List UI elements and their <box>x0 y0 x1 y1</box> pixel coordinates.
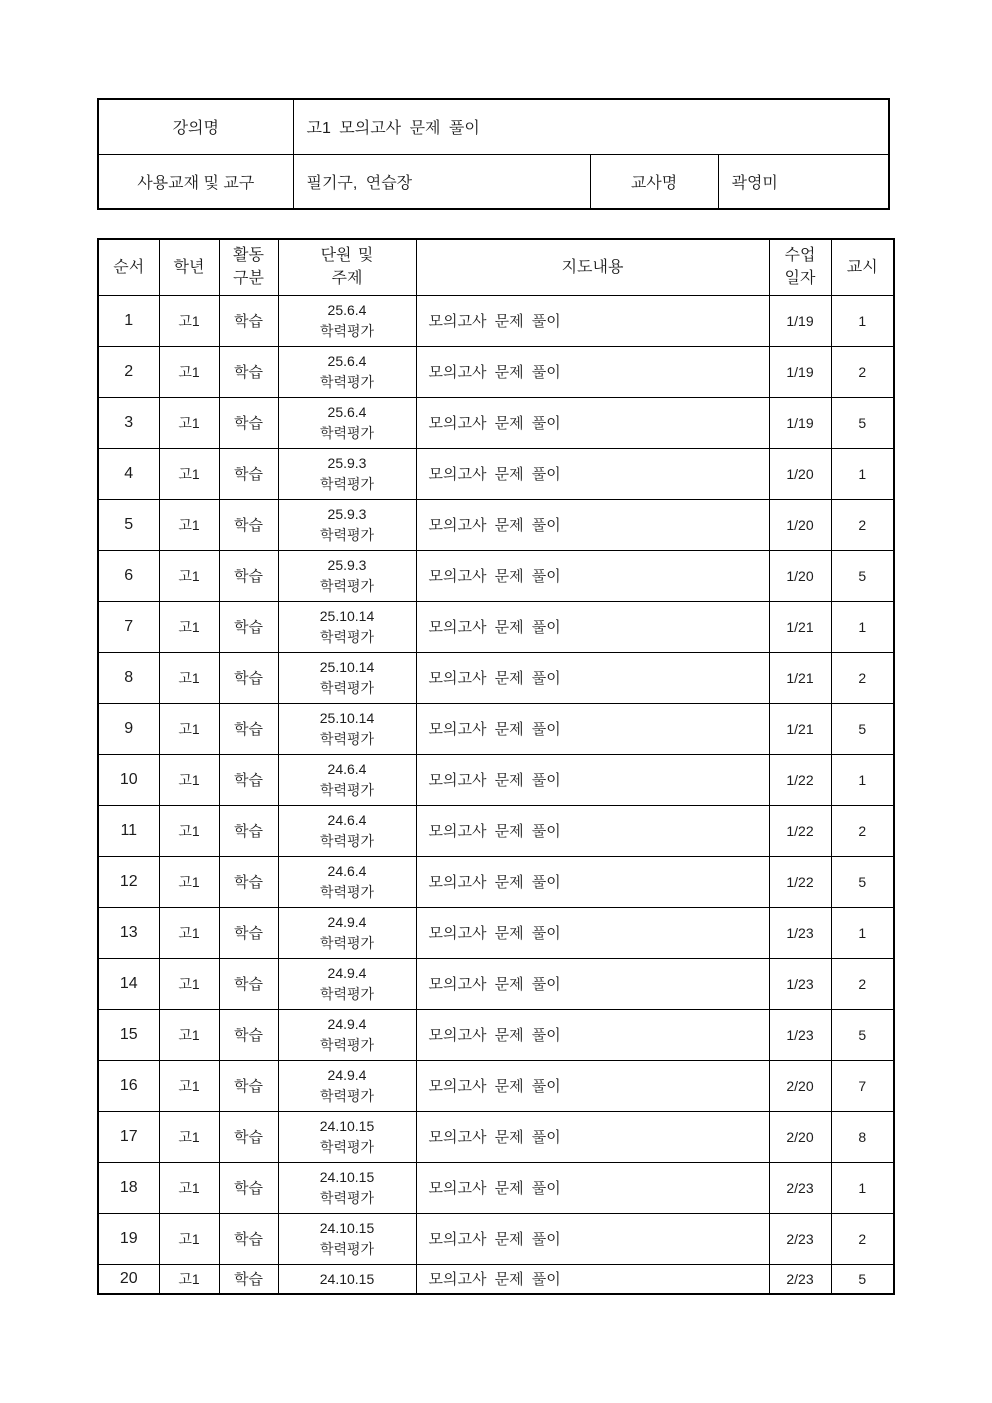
cell-unit-line2: 학력평가 <box>319 679 375 696</box>
cell-content: 모의고사 문제 풀이 <box>416 499 769 550</box>
cell-seq: 15 <box>98 1009 159 1060</box>
cell-grade: 고1 <box>159 1111 219 1162</box>
cell-grade: 고1 <box>159 958 219 1009</box>
cell-grade: 고1 <box>159 601 219 652</box>
cell-seq: 12 <box>98 856 159 907</box>
cell-seq: 2 <box>98 346 159 397</box>
cell-activity: 학습 <box>219 448 278 499</box>
cell-activity: 학습 <box>219 703 278 754</box>
cell-activity: 학습 <box>219 1213 278 1264</box>
schedule-row <box>98 1009 894 1060</box>
schedule-row <box>98 1111 894 1162</box>
schedule-header-row <box>98 239 894 295</box>
cell-seq: 5 <box>98 499 159 550</box>
cell-seq: 8 <box>98 652 159 703</box>
cell-activity: 학습 <box>219 856 278 907</box>
cell-content: 모의고사 문제 풀이 <box>416 805 769 856</box>
cell-date: 1/23 <box>769 1009 831 1060</box>
cell-content: 모의고사 문제 풀이 <box>416 1060 769 1111</box>
cell-grade: 고1 <box>159 499 219 550</box>
cell-date: 1/20 <box>769 448 831 499</box>
cell-date: 1/23 <box>769 907 831 958</box>
cell-unit-line1: 25.10.14 <box>319 608 375 625</box>
cell-unit-line1: 25.9.3 <box>327 506 367 523</box>
cell-grade: 고1 <box>159 1060 219 1111</box>
cell-unit <box>278 601 416 652</box>
cell-unit <box>278 805 416 856</box>
cell-unit <box>278 754 416 805</box>
cell-date: 1/19 <box>769 295 831 346</box>
header-content: 지도내용 <box>416 239 769 295</box>
cell-period: 1 <box>831 295 894 346</box>
cell-period: 2 <box>831 499 894 550</box>
cell-seq: 17 <box>98 1111 159 1162</box>
cell-content: 모의고사 문제 풀이 <box>416 1111 769 1162</box>
cell-seq: 14 <box>98 958 159 1009</box>
cell-seq: 7 <box>98 601 159 652</box>
cell-unit-line2: 학력평가 <box>319 1189 375 1206</box>
cell-unit-line2: 학력평가 <box>319 322 375 339</box>
cell-period: 1 <box>831 754 894 805</box>
materials-value: 필기구, 연습장 <box>293 154 590 209</box>
cell-unit-line2: 학력평가 <box>319 934 375 951</box>
cell-unit-line1: 24.9.4 <box>327 965 367 982</box>
cell-unit-line2: 학력평가 <box>319 730 375 747</box>
cell-content: 모의고사 문제 풀이 <box>416 1162 769 1213</box>
cell-date: 1/22 <box>769 856 831 907</box>
cell-content: 모의고사 문제 풀이 <box>416 295 769 346</box>
cell-content: 모의고사 문제 풀이 <box>416 754 769 805</box>
cell-unit <box>278 1060 416 1111</box>
cell-unit <box>278 1264 416 1294</box>
cell-unit-line2: 학력평가 <box>319 577 375 594</box>
cell-unit <box>278 856 416 907</box>
schedule-row <box>98 1264 894 1294</box>
cell-content: 모의고사 문제 풀이 <box>416 1213 769 1264</box>
cell-unit-line2: 학력평가 <box>319 985 375 1002</box>
cell-content: 모의고사 문제 풀이 <box>416 550 769 601</box>
cell-date: 1/21 <box>769 601 831 652</box>
cell-seq: 18 <box>98 1162 159 1213</box>
schedule-row <box>98 1060 894 1111</box>
cell-content: 모의고사 문제 풀이 <box>416 1009 769 1060</box>
cell-seq: 20 <box>98 1264 159 1294</box>
cell-period: 2 <box>831 1213 894 1264</box>
cell-grade: 고1 <box>159 550 219 601</box>
header-period: 교시 <box>831 239 894 295</box>
cell-content: 모의고사 문제 풀이 <box>416 703 769 754</box>
schedule-row <box>98 805 894 856</box>
cell-unit <box>278 550 416 601</box>
cell-grade: 고1 <box>159 856 219 907</box>
cell-grade: 고1 <box>159 754 219 805</box>
cell-grade: 고1 <box>159 397 219 448</box>
cell-content: 모의고사 문제 풀이 <box>416 346 769 397</box>
cell-unit-line2: 학력평가 <box>319 628 375 645</box>
cell-activity: 학습 <box>219 346 278 397</box>
cell-activity: 학습 <box>219 1162 278 1213</box>
cell-activity: 학습 <box>219 805 278 856</box>
cell-unit-line2: 학력평가 <box>319 1138 375 1155</box>
cell-seq: 11 <box>98 805 159 856</box>
cell-period: 5 <box>831 1009 894 1060</box>
cell-period: 5 <box>831 856 894 907</box>
cell-unit-line2: 학력평가 <box>319 1240 375 1257</box>
cell-unit <box>278 346 416 397</box>
cell-unit-line1: 25.10.14 <box>319 710 375 727</box>
cell-unit-line2: 학력평가 <box>319 883 375 900</box>
lecture-name-value: 고1 모의고사 문제 풀이 <box>293 99 889 154</box>
cell-grade: 고1 <box>159 346 219 397</box>
cell-grade: 고1 <box>159 1009 219 1060</box>
cell-unit <box>278 295 416 346</box>
cell-period: 1 <box>831 601 894 652</box>
cell-unit-line2: 학력평가 <box>319 832 375 849</box>
cell-grade: 고1 <box>159 805 219 856</box>
cell-unit <box>278 1162 416 1213</box>
cell-period: 2 <box>831 805 894 856</box>
cell-content: 모의고사 문제 풀이 <box>416 601 769 652</box>
cell-content: 모의고사 문제 풀이 <box>416 907 769 958</box>
cell-date: 2/23 <box>769 1213 831 1264</box>
cell-unit-line1: 24.6.4 <box>327 761 367 778</box>
cell-seq: 6 <box>98 550 159 601</box>
schedule-row <box>98 397 894 448</box>
cell-unit <box>278 448 416 499</box>
cell-grade: 고1 <box>159 907 219 958</box>
cell-activity: 학습 <box>219 601 278 652</box>
cell-unit-line1: 24.10.15 <box>319 1270 375 1287</box>
cell-activity: 학습 <box>219 754 278 805</box>
cell-date: 1/19 <box>769 346 831 397</box>
cell-grade: 고1 <box>159 1264 219 1294</box>
cell-period: 5 <box>831 397 894 448</box>
cell-grade: 고1 <box>159 295 219 346</box>
cell-date: 2/23 <box>769 1162 831 1213</box>
header-date-line2: 일자 <box>784 270 816 288</box>
schedule-row <box>98 601 894 652</box>
cell-unit <box>278 652 416 703</box>
cell-unit-line2: 학력평가 <box>319 373 375 390</box>
teacher-name-value: 곽영미 <box>718 154 889 209</box>
cell-period: 5 <box>831 703 894 754</box>
cell-unit-line2: 학력평가 <box>319 424 375 441</box>
cell-content: 모의고사 문제 풀이 <box>416 448 769 499</box>
cell-unit-line2: 학력평가 <box>319 781 375 798</box>
cell-unit-line2: 학력평가 <box>319 475 375 492</box>
cell-seq: 1 <box>98 295 159 346</box>
cell-content: 모의고사 문제 풀이 <box>416 958 769 1009</box>
cell-unit <box>278 499 416 550</box>
cell-unit-line1: 25.9.3 <box>327 557 367 574</box>
cell-unit <box>278 907 416 958</box>
cell-seq: 19 <box>98 1213 159 1264</box>
header-grade: 학년 <box>159 239 219 295</box>
cell-period: 5 <box>831 550 894 601</box>
cell-period: 7 <box>831 1060 894 1111</box>
header-activity-line2: 구분 <box>233 270 264 288</box>
cell-date: 1/21 <box>769 652 831 703</box>
schedule-row <box>98 295 894 346</box>
schedule-row <box>98 703 894 754</box>
header-date <box>769 239 831 295</box>
cell-activity: 학습 <box>219 397 278 448</box>
cell-unit-line1: 24.9.4 <box>327 1016 367 1033</box>
cell-grade: 고1 <box>159 703 219 754</box>
cell-period: 1 <box>831 1162 894 1213</box>
cell-activity: 학습 <box>219 499 278 550</box>
schedule-row <box>98 1162 894 1213</box>
cell-seq: 16 <box>98 1060 159 1111</box>
cell-period: 8 <box>831 1111 894 1162</box>
cell-unit-line1: 25.10.14 <box>319 659 375 676</box>
cell-activity: 학습 <box>219 907 278 958</box>
cell-date: 1/19 <box>769 397 831 448</box>
cell-activity: 학습 <box>219 1264 278 1294</box>
cell-activity: 학습 <box>219 652 278 703</box>
cell-unit <box>278 958 416 1009</box>
schedule-row <box>98 754 894 805</box>
cell-period: 2 <box>831 346 894 397</box>
cell-content: 모의고사 문제 풀이 <box>416 397 769 448</box>
header-activity <box>219 239 278 295</box>
info-row-materials <box>98 154 889 209</box>
header-unit <box>278 239 416 295</box>
cell-seq: 9 <box>98 703 159 754</box>
cell-date: 1/22 <box>769 805 831 856</box>
cell-activity: 학습 <box>219 295 278 346</box>
schedule-row <box>98 958 894 1009</box>
cell-content: 모의고사 문제 풀이 <box>416 856 769 907</box>
schedule-table <box>97 238 895 1295</box>
cell-unit-line1: 24.10.15 <box>319 1220 375 1237</box>
schedule-row <box>98 907 894 958</box>
schedule-row <box>98 499 894 550</box>
cell-seq: 13 <box>98 907 159 958</box>
cell-unit-line1: 25.9.3 <box>327 455 367 472</box>
info-row-lecture <box>98 99 889 154</box>
cell-unit-line2: 학력평가 <box>319 1036 375 1053</box>
schedule-row <box>98 346 894 397</box>
cell-unit-line1: 25.6.4 <box>327 302 367 319</box>
cell-unit <box>278 397 416 448</box>
cell-seq: 10 <box>98 754 159 805</box>
cell-date: 1/20 <box>769 499 831 550</box>
cell-unit <box>278 1009 416 1060</box>
lecture-info-table <box>97 98 890 210</box>
cell-period: 5 <box>831 1264 894 1294</box>
cell-date: 1/20 <box>769 550 831 601</box>
cell-unit-line1: 25.6.4 <box>327 404 367 421</box>
cell-seq: 3 <box>98 397 159 448</box>
cell-grade: 고1 <box>159 1162 219 1213</box>
cell-period: 1 <box>831 448 894 499</box>
cell-unit-line1: 24.6.4 <box>327 863 367 880</box>
cell-date: 2/20 <box>769 1060 831 1111</box>
cell-unit-line1: 24.10.15 <box>319 1118 375 1135</box>
cell-content: 모의고사 문제 풀이 <box>416 1264 769 1294</box>
header-seq: 순서 <box>98 239 159 295</box>
cell-period: 1 <box>831 907 894 958</box>
cell-unit-line1: 24.6.4 <box>327 812 367 829</box>
cell-grade: 고1 <box>159 652 219 703</box>
materials-label: 사용교재 및 교구 <box>98 154 293 209</box>
header-unit-line1: 단원 및 <box>320 247 374 265</box>
cell-activity: 학습 <box>219 958 278 1009</box>
cell-content: 모의고사 문제 풀이 <box>416 652 769 703</box>
cell-period: 2 <box>831 958 894 1009</box>
cell-unit-line1: 25.6.4 <box>327 353 367 370</box>
teacher-label: 교사명 <box>590 154 718 209</box>
cell-activity: 학습 <box>219 1009 278 1060</box>
schedule-row <box>98 856 894 907</box>
cell-date: 1/23 <box>769 958 831 1009</box>
cell-grade: 고1 <box>159 1213 219 1264</box>
header-date-line1: 수업 <box>784 247 816 265</box>
cell-unit-line2: 학력평가 <box>319 526 375 543</box>
cell-period: 2 <box>831 652 894 703</box>
cell-unit <box>278 703 416 754</box>
header-unit-line2: 주제 <box>331 270 363 288</box>
cell-unit-line1: 24.9.4 <box>327 1067 367 1084</box>
cell-unit-line1: 24.10.15 <box>319 1169 375 1186</box>
cell-date: 1/21 <box>769 703 831 754</box>
lecture-name-label: 강의명 <box>98 99 293 154</box>
schedule-row <box>98 652 894 703</box>
cell-unit <box>278 1111 416 1162</box>
cell-date: 1/22 <box>769 754 831 805</box>
header-activity-line1: 활동 <box>233 247 264 265</box>
cell-activity: 학습 <box>219 1111 278 1162</box>
cell-unit <box>278 1213 416 1264</box>
cell-date: 2/23 <box>769 1264 831 1294</box>
cell-seq: 4 <box>98 448 159 499</box>
cell-activity: 학습 <box>219 1060 278 1111</box>
cell-grade: 고1 <box>159 448 219 499</box>
schedule-row <box>98 550 894 601</box>
schedule-body <box>98 295 894 1294</box>
cell-date: 2/20 <box>769 1111 831 1162</box>
schedule-row <box>98 1213 894 1264</box>
cell-unit-line1: 24.9.4 <box>327 914 367 931</box>
cell-activity: 학습 <box>219 550 278 601</box>
schedule-row <box>98 448 894 499</box>
cell-unit-line2: 학력평가 <box>319 1087 375 1104</box>
